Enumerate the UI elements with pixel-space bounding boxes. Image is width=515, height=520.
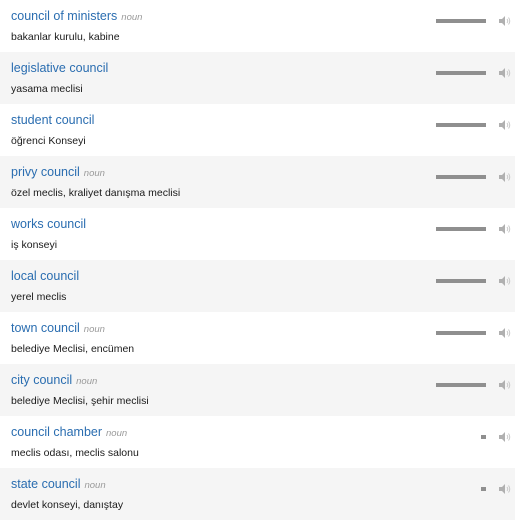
term-link[interactable] bbox=[11, 112, 98, 130]
part-of-speech: noun bbox=[76, 376, 98, 387]
result-row bbox=[0, 468, 515, 520]
translation: öğrenci Konseyi bbox=[11, 135, 86, 147]
frequency-bar bbox=[436, 123, 486, 127]
speaker-icon[interactable] bbox=[498, 482, 512, 496]
translation: yerel meclis bbox=[11, 291, 67, 303]
term-text[interactable]: student council bbox=[11, 113, 95, 127]
result-row bbox=[0, 416, 515, 468]
translation: belediye Meclisi, şehir meclisi bbox=[11, 395, 149, 407]
frequency-bar bbox=[436, 227, 486, 231]
speaker-icon[interactable] bbox=[498, 14, 512, 28]
result-row bbox=[0, 0, 515, 52]
frequency-bar bbox=[436, 383, 486, 387]
part-of-speech: noun bbox=[83, 324, 105, 335]
term-text[interactable]: council of ministers bbox=[11, 9, 118, 23]
speaker-icon[interactable] bbox=[498, 118, 512, 132]
translation: iş konseyi bbox=[11, 239, 58, 251]
speaker-icon[interactable] bbox=[498, 378, 512, 392]
frequency-bar bbox=[481, 487, 486, 491]
translation: yasama meclisi bbox=[11, 83, 83, 95]
translation: belediye Meclisi, encümen bbox=[11, 343, 135, 355]
term-link[interactable] bbox=[11, 60, 112, 78]
part-of-speech: noun bbox=[83, 168, 105, 179]
result-row bbox=[0, 104, 515, 156]
translation: meclis odası, meclis salonu bbox=[11, 447, 139, 459]
result-row bbox=[0, 312, 515, 364]
term-text[interactable]: state council bbox=[11, 477, 81, 491]
term-link[interactable] bbox=[11, 268, 83, 286]
result-row bbox=[0, 156, 515, 208]
frequency-bar bbox=[436, 279, 486, 283]
term-link[interactable] bbox=[11, 372, 97, 390]
term-text[interactable]: town council bbox=[11, 321, 80, 335]
term-text[interactable]: works council bbox=[11, 217, 87, 231]
term-link[interactable] bbox=[11, 216, 90, 234]
result-row bbox=[0, 208, 515, 260]
speaker-icon[interactable] bbox=[498, 430, 512, 444]
term-text[interactable]: city council bbox=[11, 373, 73, 387]
term-text[interactable]: privy council bbox=[11, 165, 80, 179]
term-link[interactable] bbox=[11, 424, 127, 442]
frequency-bar bbox=[436, 19, 486, 23]
term-link[interactable] bbox=[11, 8, 142, 26]
speaker-icon[interactable] bbox=[498, 66, 512, 80]
result-row bbox=[0, 364, 515, 416]
term-text[interactable]: local council bbox=[11, 269, 80, 283]
frequency-bar bbox=[481, 435, 486, 439]
speaker-icon[interactable] bbox=[498, 170, 512, 184]
translation: bakanlar kurulu, kabine bbox=[11, 31, 120, 43]
result-row bbox=[0, 52, 515, 104]
speaker-icon[interactable] bbox=[498, 326, 512, 340]
part-of-speech: noun bbox=[121, 12, 143, 23]
part-of-speech: noun bbox=[106, 428, 128, 439]
result-row bbox=[0, 260, 515, 312]
term-link[interactable] bbox=[11, 320, 105, 338]
term-link[interactable] bbox=[11, 164, 105, 182]
term-text[interactable]: legislative council bbox=[11, 61, 109, 75]
term-text[interactable]: council chamber bbox=[11, 425, 103, 439]
term-link[interactable] bbox=[11, 476, 106, 494]
speaker-icon[interactable] bbox=[498, 222, 512, 236]
translation: devlet konseyi, danıştay bbox=[11, 499, 124, 511]
part-of-speech: noun bbox=[84, 480, 106, 491]
speaker-icon[interactable] bbox=[498, 274, 512, 288]
translation: özel meclis, kraliyet danışma meclisi bbox=[11, 187, 181, 199]
frequency-bar bbox=[436, 331, 486, 335]
frequency-bar bbox=[436, 71, 486, 75]
frequency-bar bbox=[436, 175, 486, 179]
